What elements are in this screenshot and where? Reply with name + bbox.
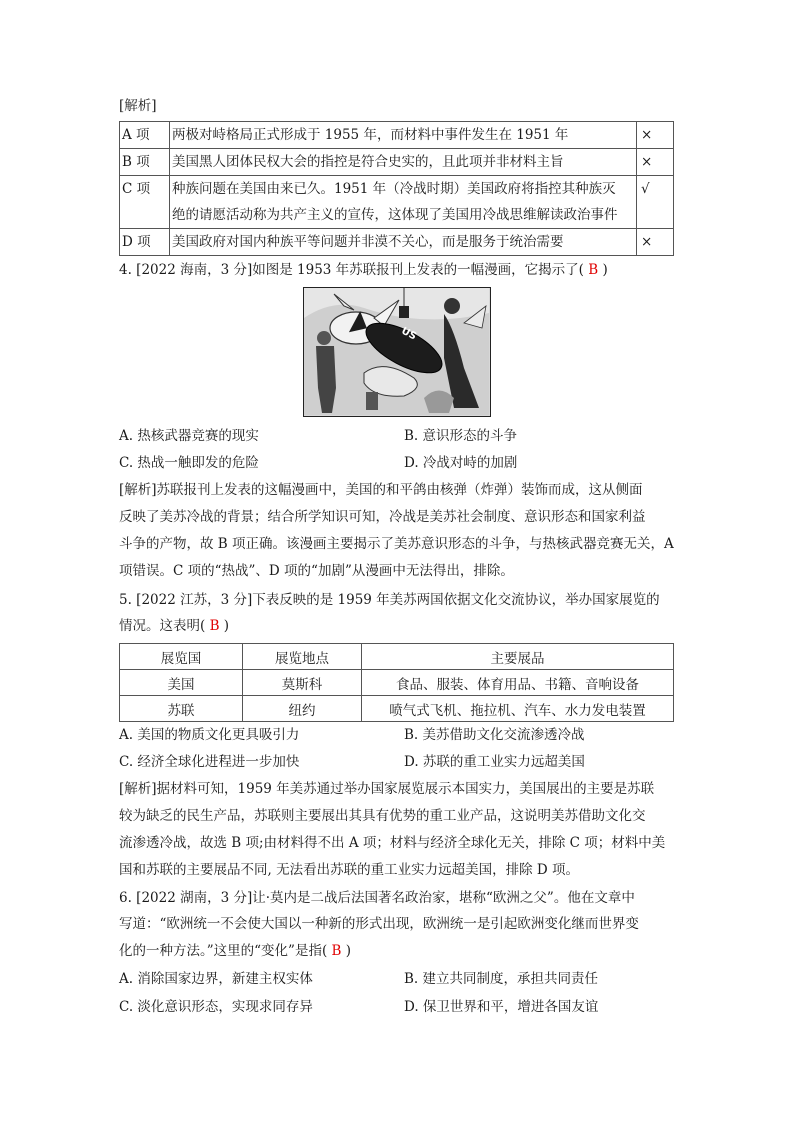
q4-analysis-line: 项错误。C 项的“热战”、D 项的“加剧”从漫画中无法得出，排除。 (119, 563, 514, 579)
table-row (120, 696, 674, 722)
table-row (120, 149, 674, 176)
q5-option-d: D. 苏联的重工业实力远超美国 (404, 754, 585, 770)
reason-cell: 两极对峙格局正式形成于 1955 年，而材料中事件发生在 1951 年 (170, 122, 637, 149)
option-cell: C 项 (120, 176, 170, 229)
table-cell: 苏联 (120, 696, 243, 722)
option-cell: B 项 (120, 149, 170, 176)
analysis-label: [解析] (119, 98, 157, 114)
reason-cell (170, 176, 637, 229)
table-cell: 美国 (120, 670, 243, 696)
q6-stem-line3: 化的一种方法。”这里的“变化”是指( B ) (119, 943, 352, 959)
q5-analysis-line: 较为缺乏的民生产品，苏联则主要展出其具有优势的重工业产品，这说明美苏借助文化交 (119, 808, 646, 824)
column-header: 展览地点 (243, 644, 362, 670)
q6-option-a: A. 消除国家边界，新建主权实体 (119, 971, 313, 987)
q4-analysis-line: 斗争的产物，故 B 项正确。该漫画主要揭示了美苏意识形态的斗争，与热核武器竞赛无关，A (119, 536, 674, 552)
q5-stem-line1: 5. [2022 江苏，3 分]下表反映的是 1959 年美苏两国依据文化交流协议，举办国家展览的 (119, 592, 660, 608)
q6-stem-line2: 写道：“欧洲统一不会使大国以一种新的形式出现，欧洲统一是引起欧洲变化继而世界变 (119, 916, 639, 932)
q4-answer: B (583, 262, 603, 278)
q5-option-b: B. 美苏借助文化交流渗透冷战 (404, 727, 585, 743)
q4-analysis-line: 反映了美苏冷战的背景；结合所学知识可知，冷战是美苏社会制度、意识形态和国家利益 (119, 509, 646, 525)
bomb-label: US (399, 325, 419, 343)
q4-analysis-line: [解析]苏联报刊上发表的这幅漫画中，美国的和平鸽由核弹（炸弹）装饰而成，这从侧面 (119, 482, 643, 498)
table-row (120, 670, 674, 696)
q6-answer: B (327, 943, 346, 959)
q5-analysis-line: 流渗透冷战，故选 B 项;由材料得不出 A 项；材料与经济全球化无关，排除 C 项；材料中美 (119, 835, 666, 851)
option-cell: D 项 (120, 229, 170, 256)
reason-line: 种族问题在美国由来已久。1951 年（冷战时期）美国政府将指控其种族灭 (172, 181, 616, 197)
table-cell: 莫斯科 (243, 670, 362, 696)
option-cell: A 项 (120, 122, 170, 149)
q6-stem-line1: 6. [2022 湖南，3 分]让·莫内是二战后法国著名政治家，堪称“欧洲之父”。他在文章中 (119, 890, 635, 906)
column-header: 展览国 (120, 644, 243, 670)
table-cell: 喷气式飞机、拖拉机、汽车、水力发电装置 (362, 696, 674, 722)
q5-stem-line2: 情况。这表明( B ) (119, 618, 230, 634)
q5-option-a: A. 美国的物质文化更具吸引力 (119, 727, 300, 743)
q4-option-d: D. 冷战对峙的加剧 (404, 455, 518, 471)
q4-stem: 4. [2022 海南，3 分]如图是 1953 年苏联报刊上发表的一幅漫画，它揭示了( B ) (119, 262, 608, 278)
q5-answer: B (205, 618, 224, 634)
q5-analysis-line: 国和苏联的主要展品不同, 无法看出苏联的重工业实力远超美国，排除 D 项。 (119, 862, 579, 878)
reason-cell: 美国黑人团体民权大会的指控是符合史实的，且此项并非材料主旨 (170, 149, 637, 176)
q6-option-b: B. 建立共同制度，承担共同责任 (404, 971, 599, 987)
table-cell: 食品、服装、体育用品、书籍、音响设备 (362, 670, 674, 696)
table-cell: 纽约 (243, 696, 362, 722)
q4-option-b: B. 意识形态的斗争 (404, 428, 518, 444)
q4-option-a: A. 热核武器竞赛的现实 (119, 428, 259, 444)
cartoon-image (303, 287, 491, 417)
table-header-row (120, 644, 674, 670)
q6-option-d: D. 保卫世界和平，增进各国友谊 (404, 999, 599, 1015)
q6-option-c: C. 淡化意识形态，实现求同存异 (119, 999, 313, 1015)
mark-cell: × (637, 149, 674, 176)
table-row (120, 122, 674, 149)
mark-cell: × (637, 229, 674, 256)
column-header: 主要展品 (362, 644, 674, 670)
table-row (120, 229, 674, 256)
q5-exhibition-table (119, 643, 674, 722)
q5-analysis-line: [解析]据材料可知，1959 年美苏通过举办国家展览展示本国实力，美国展出的主要是苏联 (119, 781, 655, 797)
q5-option-c: C. 经济全球化进程进一步加快 (119, 754, 300, 770)
cartoon-illustration (304, 288, 489, 415)
reason-line: 绝的请愿活动称为共产主义的宣传，这体现了美国用冷战思维解读政治事件 (172, 207, 618, 223)
mark-cell: × (637, 122, 674, 149)
q3-analysis-table (119, 121, 674, 256)
q4-option-c: C. 热战一触即发的危险 (119, 455, 259, 471)
reason-cell: 美国政府对国内种族平等问题并非漠不关心，而是服务于统治需要 (170, 229, 637, 256)
mark-cell: √ (637, 176, 674, 229)
table-row (120, 176, 674, 229)
